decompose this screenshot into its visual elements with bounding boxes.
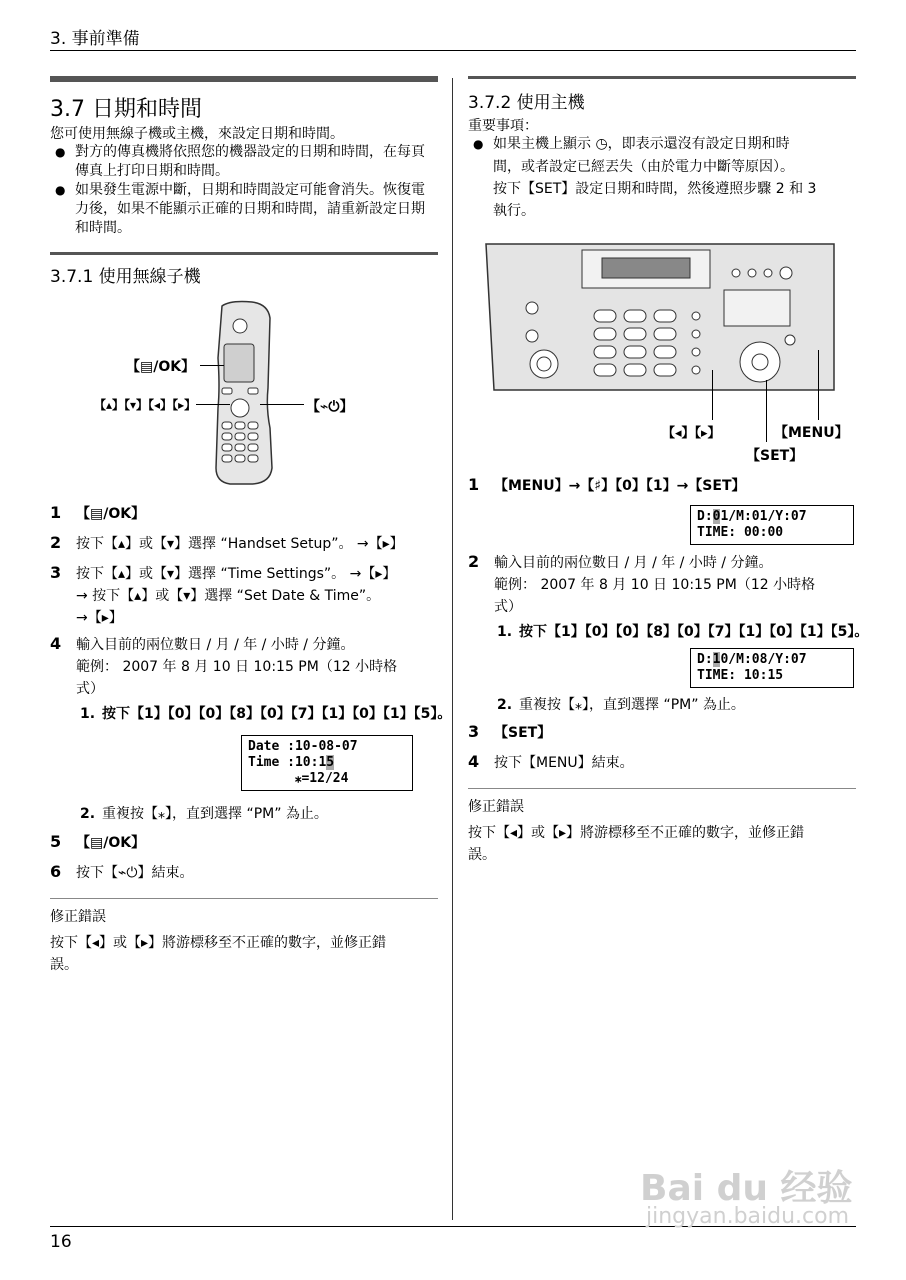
important-text: 執行。 [493,203,535,219]
callout-line-menuok [200,365,224,366]
important-text: 間，或者設定已經丟失（由於電力中斷等原因）。 [493,159,794,175]
step-num: 2 [468,552,480,571]
step-text: 【▤/OK】 [76,835,146,851]
lcd-line: 1/M:01/Y:07 [720,509,807,524]
handset-label-menu-ok: 【▤/OK】 [126,359,196,375]
subsection-bar [50,252,438,255]
section-bar [50,76,438,82]
substep-num: 2. [80,806,96,822]
step-num: 1 [468,475,480,494]
step-text: 式） [494,599,522,615]
lcd-line: Date :10-08-07 [248,739,358,754]
callout-line-menu [818,350,819,420]
lcd-cursor: 5 [326,755,335,770]
step-text: 範例： 2007 年 8 月 10 日 10:15 PM（12 小時格 [494,577,816,593]
bullet-2: ● 如果發生電源中斷，日期和時間設定可能會消失。恢復電力後，如果不能顯示正確的日期和時間，請重新設定日期和時間。 [75,181,425,238]
fix-title-right: 修正錯誤 [468,799,524,815]
subsection-bar-right [468,76,856,79]
baidu-watermark-logo: Bai du 经验 [640,1168,853,1209]
important-label: 重要事項： [468,118,538,134]
step-text: 【▤/OK】 [76,506,146,522]
step-text: → 按下【▴】或【▾】選擇 “Set Date & Time”。 [76,588,381,604]
step-text: 按下【⌁⏻】結束。 [76,865,194,881]
fix-rule [50,898,438,899]
callout-line-nav [196,404,230,405]
handset-label-nav: 【▴】【▾】【◂】【▸】 [94,398,197,412]
lcd-line: ⁎=12/24 [248,771,349,786]
callout-line-nav-r [712,370,713,420]
fix-rule-right [468,788,856,789]
lcd-line: TIME: 00:00 [697,525,784,540]
base-label-set: 【SET】 [746,448,804,464]
step-text: 【MENU】→【♯】【0】【1】→【SET】 [494,478,746,494]
subsection-title: 3.7.1 使用無線子機 [50,267,201,287]
substep-num: 2. [497,697,513,713]
lcd-line: D: [697,509,713,524]
step-text: 輸入目前的兩位數日 / 月 / 年 / 小時 / 分鐘。 [494,555,773,571]
lcd-line: TIME: 10:15 [697,668,784,683]
step-text: 按下【▴】或【▾】選擇 “Handset Setup”。 →【▸】 [76,536,404,552]
column-divider [452,78,453,1220]
fix-title: 修正錯誤 [50,909,106,925]
lcd-line: D: [697,652,713,667]
step-num: 6 [50,862,62,881]
callout-line-set [766,380,767,442]
substep-text: 重複按【⁎】，直到選擇 “PM” 為止。 [519,697,745,713]
substep-num: 1. [80,706,96,722]
lcd-line: 0/M:08/Y:07 [720,652,807,667]
step-text: 輸入目前的兩位數日 / 月 / 年 / 小時 / 分鐘。 [76,637,355,653]
base-unit-illustration [484,240,836,400]
step-text: 【SET】 [494,725,552,741]
substep-text: 按下【1】【0】【0】【8】【0】【7】【1】【0】【1】【5】。 [519,624,869,640]
step-text: 範例： 2007 年 8 月 10 日 10:15 PM（12 小時格 [76,659,398,675]
base-lcd-2 [690,648,854,688]
subsection-title-right: 3.7.2 使用主機 [468,93,585,113]
step-num: 1 [50,503,62,522]
handset-illustration [200,298,290,488]
step-num: 3 [468,722,480,741]
callout-line-off [260,404,304,405]
page-number: 16 [50,1232,72,1252]
base-label-menu: 【MENU】 [774,425,849,441]
step-text: 式） [76,681,104,697]
fix-text-right: 誤。 [468,847,496,863]
substep-num: 1. [497,624,513,640]
substep-text: 按下【1】【0】【0】【8】【0】【7】【1】【0】【1】【5】。 [102,706,452,722]
base-label-nav: 【◂】【▸】 [662,426,721,441]
substep-text: 重複按【⁎】，直到選擇 “PM” 為止。 [102,806,328,822]
lcd-cursor: 1 [712,652,721,667]
bullet-1: ● 對方的傳真機將依照您的機器設定的日期和時間，在每頁傳真上打印日期和時間。 [75,143,425,181]
step-num: 4 [50,634,62,653]
lcd-line: Time :10:1 [248,755,327,770]
step-num: 2 [50,533,62,552]
step-text: 按下【MENU】結束。 [494,755,634,771]
base-lcd-1 [690,505,854,545]
step-num: 3 [50,563,62,582]
important-bullet: ● 如果主機上顯示 ◷，即表示還沒有設定日期和時 [493,135,790,154]
header-rule [50,50,856,51]
chapter-header: 3. 事前準備 [50,29,140,49]
fix-text: 按下【◂】或【▸】將游標移至不正確的數字，並修正錯 [50,935,387,951]
intro-text: 您可使用無線子機或主機，來設定日期和時間。 [50,126,344,142]
important-text: 按下【SET】設定日期和時間，然後遵照步驟 2 和 3 [493,181,817,197]
step-num: 5 [50,832,62,851]
step-num: 4 [468,752,480,771]
section-title: 3.7 日期和時間 [50,97,202,122]
fix-text: 誤。 [50,957,78,973]
lcd-cursor: 0 [712,509,721,524]
step-text: →【▸】 [76,610,123,626]
handset-lcd [241,735,413,791]
fix-text-right: 按下【◂】或【▸】將游標移至不正確的數字，並修正錯 [468,825,805,841]
step-text: 按下【▴】或【▾】選擇 “Time Settings”。 →【▸】 [76,566,397,582]
baidu-watermark-url: jingyan.baidu.com [646,1204,850,1229]
handset-label-off: 【⌁⏻】 [306,399,354,415]
